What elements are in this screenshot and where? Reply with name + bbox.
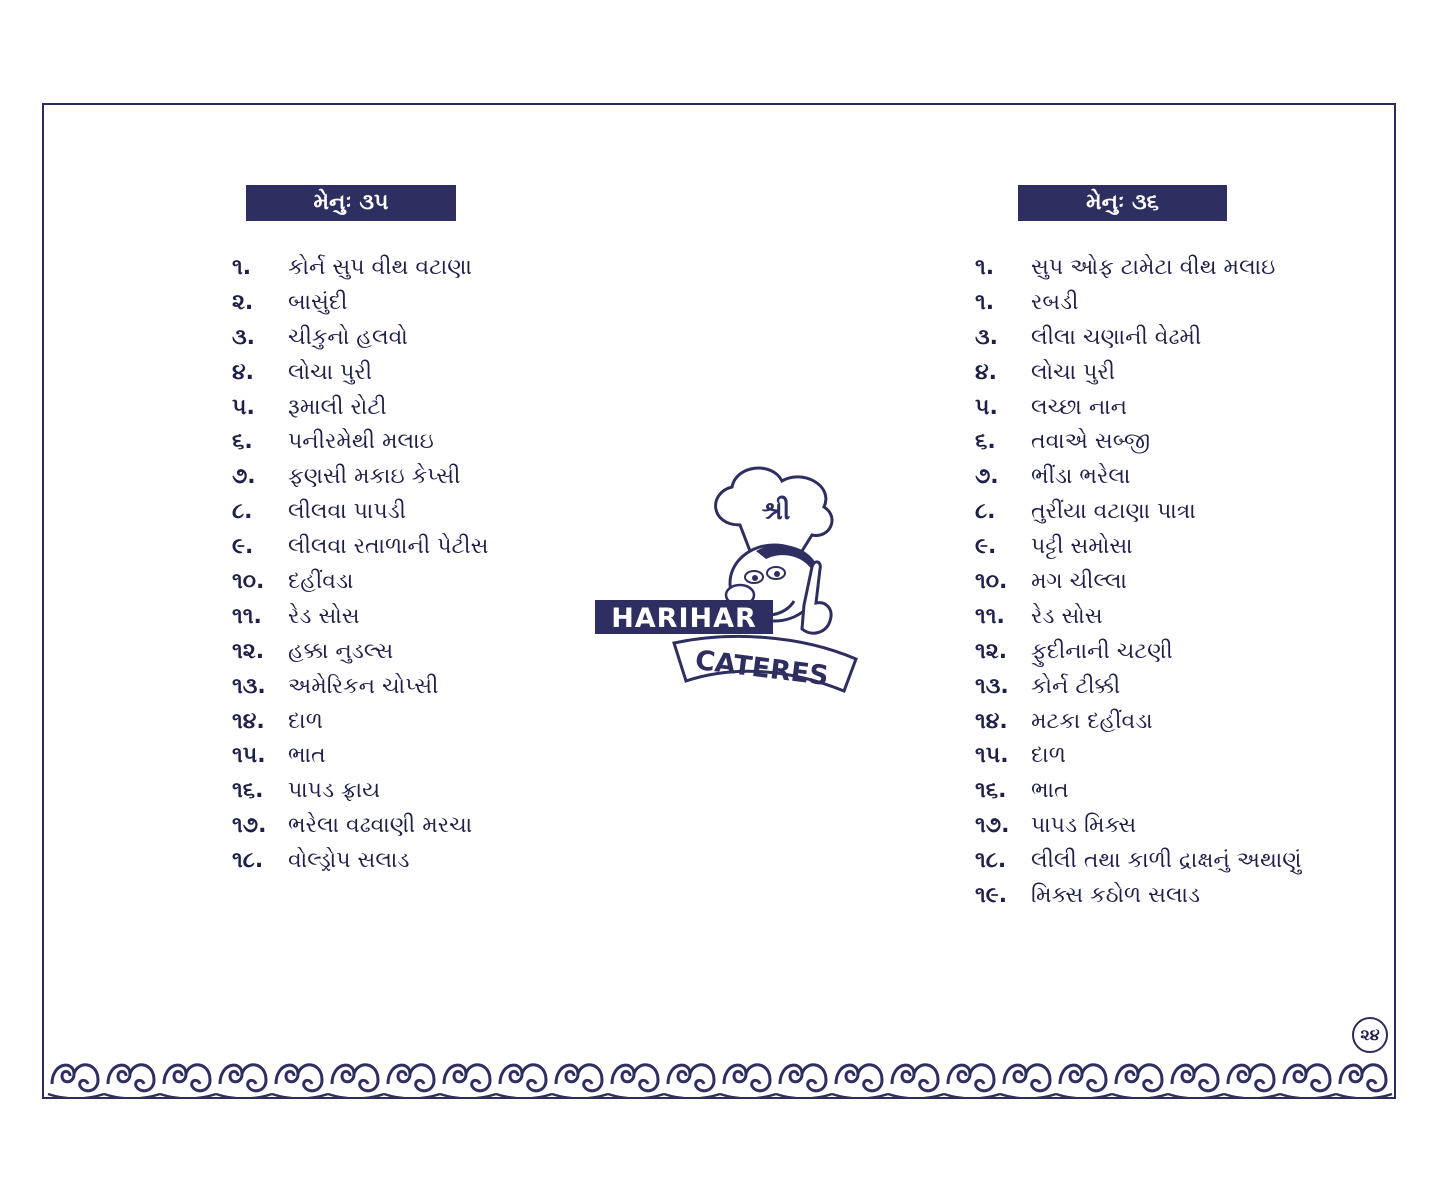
menu-item-number: ૪. [975,359,997,385]
harihar-caterers-logo [590,455,860,700]
menu-item-text: ભાત [288,743,326,769]
menu-item [232,530,652,565]
menu-item-number: ૩. [975,324,999,350]
menu-item-number: ૧૫. [232,743,266,769]
ornament-motif-icon [1056,1065,1112,1098]
menu-item-number: ૧૦. [975,569,1008,595]
menu-item-text: લીલી તથા કાળી દ્રાક્ષનું અથાણું [1031,848,1302,874]
menu-item-number: ૫. [232,394,255,420]
menu-item [975,774,1395,809]
menu-item-text: તવાએ સબ્જી [1031,429,1151,455]
decorative-border [44,1050,1394,1098]
menu-item-text: રેડ સોસ [1031,603,1103,629]
ornament-motif-icon [272,1065,328,1098]
menu-item-text: ભીંડા ભરેલા [1031,464,1131,490]
menu-item [975,356,1395,391]
menu-item-number: ૧૯. [975,883,1008,909]
ornament-motif-icon [552,1065,608,1098]
menu-item-number: ૧૦. [232,569,265,595]
menu-item [232,391,652,426]
menu-item [975,670,1395,705]
menu-item-text: ચીકુનો હલવો [288,324,408,350]
menu-item-text: લચ્છા નાન [1031,394,1127,420]
menu-item [232,321,652,356]
menu-item-number: ૧૭. [975,813,1010,839]
menu-item [975,425,1395,460]
ornament-motif-icon [776,1065,832,1098]
menu-item-text: તુરીંયા વટાણા પાત્રા [1031,499,1196,525]
menu-item-number: ૯. [975,534,997,560]
menu-item-number: ૧૮. [975,848,1007,874]
menu-item-number: ૨. [232,289,254,315]
menu-item [975,635,1395,670]
menu-item-number: ૧૫. [975,743,1009,769]
menu-item-text: લોચા પુરી [1031,359,1116,385]
ornament-motif-icon [440,1065,496,1098]
menu-item-number: ૧૩. [975,673,1009,699]
menu-item-text: હક્કા નુડલ્સ [288,638,394,664]
ornament-motif-icon [664,1065,720,1098]
menu-item-number: ૬. [232,429,253,455]
menu-item-text: દાળ [288,708,323,734]
ornament-motif-icon [1168,1065,1224,1098]
menu-item-number: ૧૨. [232,638,265,664]
logo-cateres-text: CATERES [693,644,831,693]
menu-item [232,739,652,774]
menu-item [975,705,1395,740]
menu-item-number: ૧૪. [232,708,265,734]
menu-item [975,251,1395,286]
ornament-motif-icon [1000,1065,1056,1098]
ornament-motif-icon [216,1065,272,1098]
menu-item-text: કોર્ન સુપ વીથ વટાણા [288,255,472,280]
menu-item-number: ૧. [232,255,252,280]
ornament-motif-icon [1280,1065,1336,1098]
menu-item [975,809,1395,844]
menu-item [232,844,652,879]
menu-item [232,705,652,740]
menu-item-text: મટકા દહીંવડા [1031,708,1153,734]
menu-item-text: કોર્ન ટીક્કી [1031,673,1121,699]
menu-item [232,635,652,670]
menu-item [232,460,652,495]
ornament-motif-icon [48,1065,104,1098]
menu-item-text: દાળ [1031,743,1066,769]
menu-item-text: ફણસી મકાઇ કેપ્સી [288,464,461,490]
menu-35-title: મેનુઃ ૩૫ [246,185,456,221]
ornament-motif-icon [160,1065,216,1098]
menu-item-number: ૮. [975,499,996,525]
menu-item-number: ૧૧. [232,603,262,629]
menu-item [232,670,652,705]
menu-item-text: ફુદીનાની ચટણી [1031,638,1173,664]
menu-36-title: મેનુઃ ૩૬ [1018,185,1227,221]
menu-item-text: સુપ ઓફ ટામેટા વીથ મલાઇ [1031,255,1276,280]
menu-item-number: ૭. [975,464,999,490]
menu-item [975,600,1395,635]
ornament-motif-icon [384,1065,440,1098]
menu-item-text: વોલ્ડ્રોપ સલાડ [288,848,410,874]
menu-item-number: ૭. [232,464,256,490]
menu-item-text: પનીરમેથી મલાઇ [288,429,434,455]
menu-item [232,600,652,635]
menu-item [975,495,1395,530]
menu-item [232,774,652,809]
logo-harihar-text: HARIHAR [611,603,757,634]
menu-item-text: લીલવા રતાળાની પેટીસ [288,534,489,560]
menu-item-text: દહીંવડા [288,569,354,595]
menu-item-text: બાસુંદી [288,289,348,315]
menu-item [975,565,1395,600]
menu-item-text: મિક્સ કઠોળ સલાડ [1031,883,1201,909]
logo-shri-text: શ્રી [761,496,791,526]
menu-item-text: રબડી [1031,289,1079,315]
menu-item-number: ૧૪. [975,708,1008,734]
ornament-motif-icon [888,1065,944,1098]
menu-item-number: ૧૮. [232,848,264,874]
menu-item-text: લોચા પુરી [288,359,373,385]
menu-item [975,844,1395,879]
ornament-motif-icon [832,1065,888,1098]
menu-item [975,879,1395,914]
menu-item [975,530,1395,565]
menu-item-number: ૧૭. [232,813,267,839]
menu-item-text: અમેરિકન ચોપ્સી [288,673,439,699]
menu-item-text: મગ ચીલ્લા [1031,569,1127,595]
menu-item-text: પટ્ટી સમોસા [1031,534,1133,560]
menu-item-number: ૪. [232,359,254,385]
menu-item [975,321,1395,356]
menu-item-text: પાપડ મિક્સ [1031,813,1137,839]
menu-item [232,495,652,530]
menu-item-text: ભરેલા વઢવાણી મરચા [288,813,473,839]
menu-item-number: ૧૩. [232,673,266,699]
ornament-motif-icon [608,1065,664,1098]
menu-item [232,356,652,391]
menu-item [232,251,652,286]
menu-item [975,286,1395,321]
menu-item-text: રૂમાલી રોટી [288,394,387,420]
menu-item [232,565,652,600]
menu-item [232,425,652,460]
menu-item [975,739,1395,774]
menu-item [232,809,652,844]
menu-item-number: ૧. [975,255,995,280]
ornament-motif-icon [1112,1065,1168,1098]
menu-35-list [232,251,652,879]
menu-item-number: ૧૬. [975,778,1007,804]
ornament-motif-icon [104,1065,160,1098]
menu-item-number: ૧૬. [232,778,264,804]
menu-item-text: લીલા ચણાની વેઢમી [1031,324,1202,350]
ornament-motif-icon [496,1065,552,1098]
menu-item-text: રેડ સોસ [288,603,360,629]
menu-item-text: ભાત [1031,778,1069,804]
menu-item [232,286,652,321]
ornament-motif-icon [720,1065,776,1098]
ornament-motif-icon [1336,1065,1392,1098]
page-number: ૨૪ [1352,1017,1388,1053]
menu-item-number: ૧૨. [975,638,1008,664]
menu-item-number: ૧. [975,289,995,315]
menu-item-number: ૯. [232,534,254,560]
menu-item-number: ૩. [232,324,256,350]
menu-item [975,391,1395,426]
menu-item-number: ૮. [232,499,253,525]
menu-item-text: પાપડ ફ્રાય [288,778,381,804]
menu-36-list [975,251,1395,914]
ornament-motif-icon [1224,1065,1280,1098]
menu-item-number: ૫. [975,394,998,420]
ornament-motif-icon [328,1065,384,1098]
menu-item-number: ૬. [975,429,996,455]
menu-item-number: ૧૧. [975,603,1005,629]
menu-item-text: લીલવા પાપડી [288,499,406,525]
menu-item [975,460,1395,495]
ornament-motif-icon [944,1065,1000,1098]
